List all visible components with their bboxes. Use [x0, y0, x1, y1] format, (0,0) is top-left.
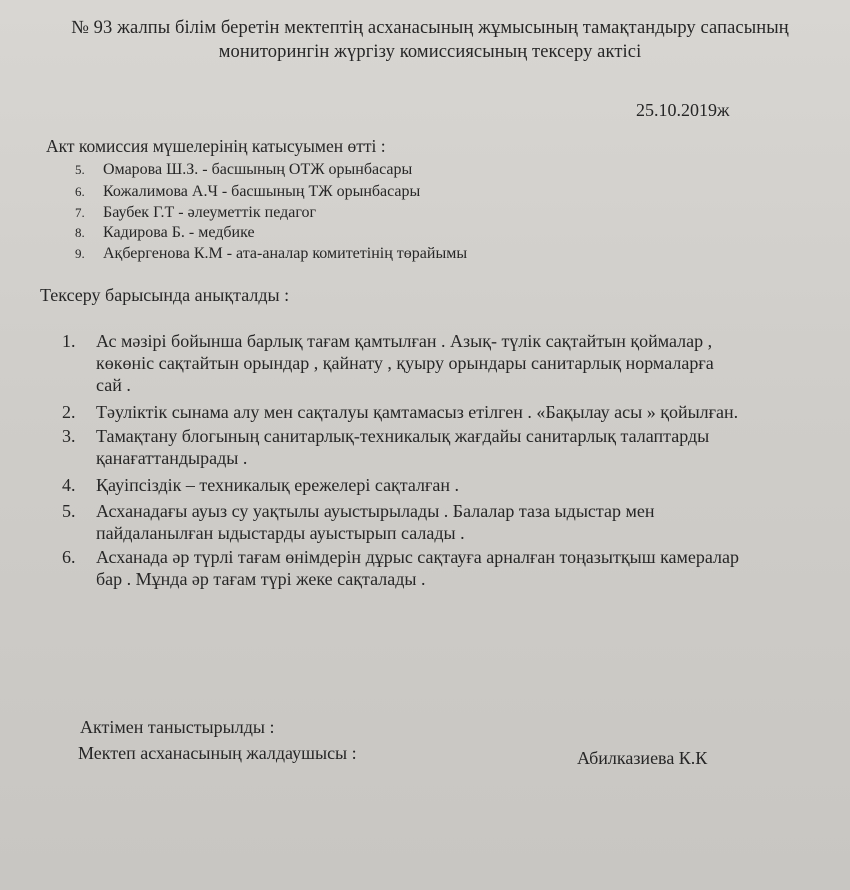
member-number: 8.	[75, 225, 85, 240]
member-item	[75, 224, 255, 242]
finding-number: 1.	[62, 331, 76, 351]
member-text: Кожалимова А.Ч - басшының ТЖ орынбасары	[103, 183, 421, 200]
member-item	[75, 204, 316, 222]
finding-number: 2.	[62, 402, 76, 422]
finding-line: Ас мәзірі бойынша барлық тағам қамтылған . Азық- түлік сақтайтын қоймалар ,	[96, 331, 713, 351]
member-item	[75, 183, 420, 201]
member-text: Ақбергенова К.М - ата-аналар комитетінің төрайымы	[103, 245, 468, 262]
document-title-line-2: мониторингін жүргізу комиссиясының тексеру актісі	[218, 42, 642, 62]
member-number: 7.	[75, 205, 85, 220]
member-number: 5.	[75, 162, 85, 177]
finding-line: пайдаланылған ыдыстарды ауыстырып салады .	[96, 523, 465, 543]
finding-line: көкөніс сақтайтын орындар , қайнату , қуыру орындары санитарлық нормаларға	[96, 353, 714, 373]
finding-line: бар . Мұнда әр тағам түрі жеке сақталады .	[96, 569, 426, 589]
member-number: 9.	[75, 246, 85, 261]
findings-heading: Тексеру барысында анықталды :	[40, 285, 290, 305]
acknowledged-label: Актімен таныстырылды :	[80, 717, 275, 737]
finding-number: 6.	[62, 547, 76, 567]
finding-line: қанағаттандырады .	[96, 448, 248, 468]
member-text: Омарова Ш.З. - басшының ОТЖ орынбасары	[103, 161, 413, 178]
member-item	[75, 245, 467, 263]
manager-label: Мектеп асханасының жалдаушысы :	[78, 743, 357, 763]
finding-number: 5.	[62, 501, 76, 521]
document-title-line-1: № 93 жалпы білім беретін мектептің асханасының жұмысының тамақтандыру сапасының	[71, 18, 789, 38]
finding-number: 4.	[62, 475, 76, 495]
member-text: Кадирова Б. - медбике	[103, 224, 255, 241]
manager-name: Абилказиева К.К	[577, 748, 708, 768]
finding-number: 3.	[62, 426, 76, 446]
finding-line: сай .	[96, 375, 131, 395]
finding-line: Асханадағы ауыз су уақтылы ауыстырылады . Балалар таза ыдыстар мен	[96, 501, 655, 521]
finding-line: Қауіпсіздік – техникалық ережелері сақталған .	[96, 475, 460, 495]
commission-intro: Акт комиссия мүшелерінің катысуымен өтті :	[46, 136, 386, 156]
member-number: 6.	[75, 184, 85, 199]
member-text: Баубек Г.Т - әлеуметтік педагог	[103, 204, 317, 221]
finding-line: Тамақтану блогының санитарлық-техникалық жағдайы санитарлық талаптарды	[96, 426, 710, 446]
finding-line: Асханада әр түрлі тағам өнімдерін дұрыс сақтауға арналған тоңазытқыш камералар	[96, 547, 740, 567]
finding-line: Тәуліктік сынама алу мен сақталуы қамтамасыз етілген . «Бақылау асы » қойылған.	[96, 402, 739, 422]
document-date: 25.10.2019ж	[636, 100, 730, 120]
member-item	[75, 161, 412, 179]
